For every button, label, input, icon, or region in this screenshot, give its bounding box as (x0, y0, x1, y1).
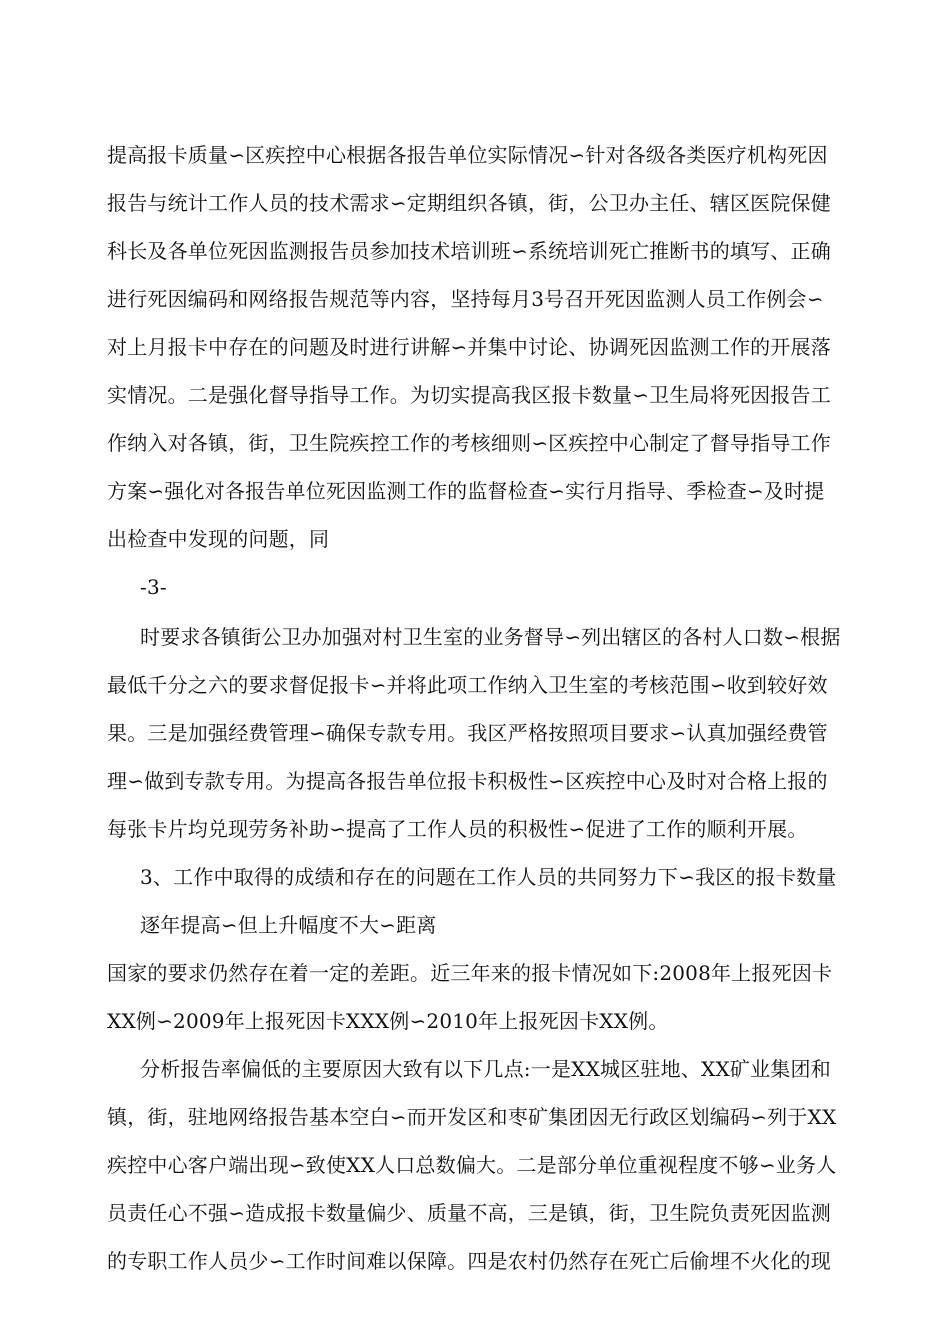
text-line: 疾控中心客户端出现∽致使XX人口总数偏大。二是部分单位重视程度不够∽业务人 (107, 1153, 837, 1177)
text-line: 国家的要求仍然存在着一定的差距。近三年来的报卡情况如下:2008年上报死因卡 (107, 961, 833, 985)
text-line: 出检查中发现的问题，同 (107, 527, 330, 551)
text-line: 员责任心不强∽造成报卡数量偏少、质量不高，三是镇，街，卫生院负责死因监测 (107, 1201, 831, 1225)
text-line: XX例∽2009年上报死因卡XXX例∽2010年上报死因卡XX例。 (107, 1009, 669, 1033)
text-line: 提高报卡质量∽区疾控中心根据各报告单位实际情况∽针对各级各类医疗机构死因 (107, 143, 828, 167)
text-line: 逐年提高∽但上升幅度不大∽距离 (140, 913, 437, 937)
page-number: -3- (140, 575, 167, 599)
text-line: 分析报告率偏低的主要原因大致有以下几点:一是XX城区驻地、XX矿业集团和 (140, 1057, 831, 1081)
text-line: 对上月报卡中存在的问题及时进行讲解∽并集中讨论、协调死因监测工作的开展落 (107, 335, 831, 359)
text-line: 最低千分之六的要求督促报卡∽并将此项工作纳入卫生室的考核范围∽收到较好效 (107, 673, 828, 697)
text-line: 方案∽强化对各报告单位死因监测工作的监督检查∽实行月指导、季检查∽及时提 (107, 479, 825, 503)
text-line: 果。三是加强经费管理∽确保专款专用。我区严格按照项目要求∽认真加强经费管 (107, 721, 828, 745)
section-heading: 3、工作中取得的成绩和存在的问题在工作人员的共同努力下∽我区的报卡数量 (140, 865, 837, 889)
text-line: 进行死因编码和网络报告规范等内容，坚持每月3号召开死因监测人员工作例会∽ (107, 287, 824, 311)
text-line: 的专职工作人员少∽工作时间难以保障。四是农村仍然存在死亡后偷埋不火化的现 (107, 1249, 831, 1273)
text-line: 科长及各单位死因监测报告员参加技术培训班∽系统培训死亡推断书的填写、正确 (107, 239, 831, 263)
text-line: 时要求各镇街公卫办加强对村卫生室的业务督导∽列出辖区的各村人口数∽根据 (140, 625, 841, 649)
text-line: 理∽做到专款专用。为提高各报告单位报卡积极性∽区疾控中心及时对合格上报的 (107, 769, 828, 793)
text-line: 作纳入对各镇，街，卫生院疾控工作的考核细则∽区疾控中心制定了督导指导工作 (107, 431, 831, 455)
text-line: 报告与统计工作人员的技术需求∽定期组织各镇，街，公卫办主任、辖区医院保健 (107, 191, 831, 215)
text-line: 镇，街，驻地网络报告基本空白∽而开发区和枣矿集团因无行政区划编码∽列于XX (107, 1105, 837, 1129)
text-line: 实情况。二是强化督导指导工作。为切实提高我区报卡数量∽卫生局将死因报告工 (107, 383, 831, 407)
text-line: 每张卡片均兑现劳务补助∽提高了工作人员的积极性∽促进了工作的顺利开展。 (107, 817, 808, 841)
